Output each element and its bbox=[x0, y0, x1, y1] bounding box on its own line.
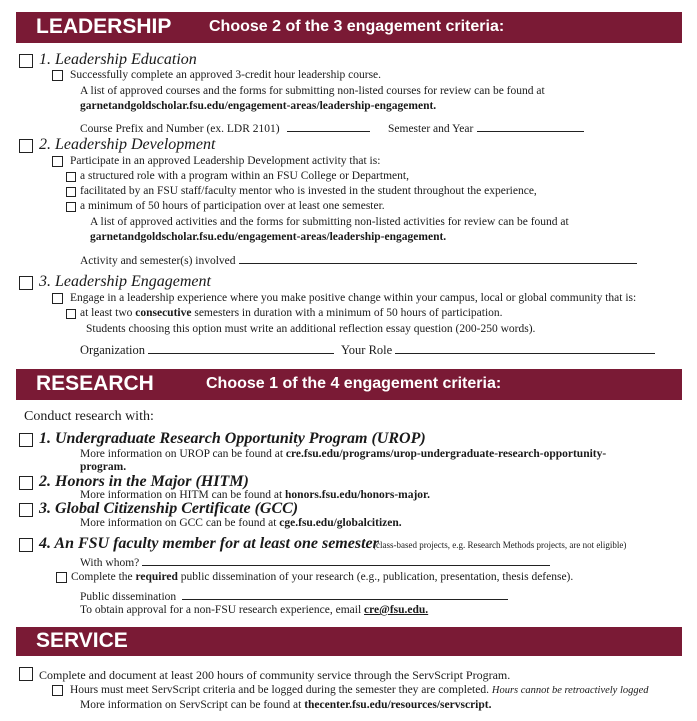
servscript-link[interactable]: thecenter.fsu.edu/resources/servscript. bbox=[304, 699, 492, 711]
dissemination-pre: Complete the bbox=[71, 571, 133, 583]
with-whom-field[interactable] bbox=[80, 555, 550, 569]
service-title: SERVICE bbox=[36, 629, 128, 652]
servscript-hours-text: Hours must meet ServScript criteria and be logged during the semester they are completed. bbox=[70, 684, 489, 696]
hitm-heading: 2. Honors in the Major (HITM) bbox=[39, 473, 249, 490]
service-item: Complete and document at least 200 hours of community service through the ServScript Program. bbox=[39, 668, 511, 682]
course-prefix-label: Course Prefix and Number (ex. LDR 2101) bbox=[80, 123, 280, 135]
service-checkbox[interactable] bbox=[19, 667, 33, 681]
consecutive-semesters-checkbox[interactable] bbox=[66, 309, 76, 319]
public-dissemination-line[interactable] bbox=[182, 589, 508, 600]
your-role-label: Your Role bbox=[341, 343, 393, 357]
activity-semester-line[interactable] bbox=[239, 253, 637, 264]
structured-role-checkbox[interactable] bbox=[66, 172, 76, 182]
leadership-development-heading: 2. Leadership Development bbox=[39, 136, 216, 153]
dissemination-item bbox=[71, 571, 573, 583]
semester-year-label: Semester and Year bbox=[388, 123, 474, 135]
servscript-info bbox=[80, 699, 491, 711]
with-whom-line[interactable] bbox=[142, 555, 550, 566]
dissemination-post: public dissemination of your research (e.g., publication, presentation, thesis defense). bbox=[180, 571, 574, 583]
semester-year-field[interactable] bbox=[388, 121, 584, 135]
course-prefix-field[interactable] bbox=[80, 121, 370, 135]
urop-checkbox[interactable] bbox=[19, 433, 33, 447]
organization-field[interactable] bbox=[80, 343, 334, 358]
course-prefix-line[interactable] bbox=[287, 121, 370, 132]
gcc-note: More information on GCC can be found at bbox=[80, 517, 277, 529]
public-dissemination-field[interactable] bbox=[80, 589, 508, 603]
faculty-heading: 4. An FSU faculty member for at least one semester bbox=[39, 535, 379, 552]
gcc-checkbox[interactable] bbox=[19, 503, 33, 517]
consecutive-semesters-item bbox=[80, 307, 503, 319]
dissemination-bold: required bbox=[135, 571, 178, 583]
approval-text: To obtain approval for a non-FSU research experience, email bbox=[80, 604, 362, 616]
urop-heading: 1. Undergraduate Research Opportunity Program (UROP) bbox=[39, 430, 426, 447]
consecutive-pre: at least two bbox=[80, 307, 133, 319]
your-role-field[interactable] bbox=[341, 343, 655, 358]
servscript-note: More information on ServScript can be found at bbox=[80, 699, 302, 711]
mentor-checkbox[interactable] bbox=[66, 187, 76, 197]
leadership-course-item: Successfully complete an approved 3-credit hour leadership course. bbox=[70, 69, 382, 81]
servscript-hours-checkbox[interactable] bbox=[52, 685, 63, 696]
research-intro: Conduct research with: bbox=[24, 409, 154, 424]
hitm-checkbox[interactable] bbox=[19, 476, 33, 490]
reflection-essay-note: Students choosing this option must write an additional reflection essay question (200-250 words). bbox=[86, 323, 536, 335]
faculty-checkbox[interactable] bbox=[19, 538, 33, 552]
urop-note: More information on UROP can be found at bbox=[80, 448, 284, 460]
approval-note bbox=[80, 604, 428, 616]
consecutive-post: semesters in duration with a minimum of 50 hours of participation. bbox=[194, 307, 503, 319]
hitm-link[interactable]: honors.fsu.edu/honors-major. bbox=[285, 489, 430, 501]
your-role-line[interactable] bbox=[395, 343, 655, 354]
faculty-paren: (class-based projects, e.g. Research Methods projects, are not eligible) bbox=[373, 540, 627, 550]
development-activity-item: Participate in an approved Leadership Development activity that is: bbox=[70, 155, 381, 167]
development-note: A list of approved activities and the forms for submitting non-listed activities for review can be found at bbox=[90, 216, 569, 228]
public-dissemination-label: Public dissemination bbox=[80, 591, 177, 603]
urop-link-cont[interactable]: program. bbox=[80, 461, 127, 473]
dissemination-checkbox[interactable] bbox=[56, 572, 67, 583]
leadership-criteria: Choose 2 of the 3 engagement criteria: bbox=[209, 18, 505, 35]
mentor-item: facilitated by an FSU staff/faculty mentor who is invested in the student throughout the experience, bbox=[80, 185, 537, 197]
hours-minimum-checkbox[interactable] bbox=[66, 202, 76, 212]
gcc-heading: 3. Global Citizenship Certificate (GCC) bbox=[39, 500, 299, 517]
gcc-info bbox=[80, 517, 402, 529]
gcc-link[interactable]: cge.fsu.edu/globalcitizen. bbox=[279, 517, 402, 529]
leadership-development-checkbox[interactable] bbox=[19, 139, 33, 153]
urop-info bbox=[80, 448, 606, 460]
with-whom-label: With whom? bbox=[80, 557, 140, 569]
engagement-experience-checkbox[interactable] bbox=[52, 293, 63, 304]
organization-label: Organization bbox=[80, 343, 146, 357]
activity-semester-label: Activity and semester(s) involved bbox=[80, 255, 236, 267]
engagement-experience-item: Engage in a leadership experience where you make positive change within your campus, local or global community that is: bbox=[70, 292, 637, 304]
structured-role-item: a structured role with a program within an FSU College or Department, bbox=[80, 170, 409, 182]
activity-semester-field[interactable] bbox=[80, 253, 637, 267]
leadership-course-link[interactable]: garnetandgoldscholar.fsu.edu/engagement-areas/leadership-engagement. bbox=[80, 100, 437, 112]
leadership-title: LEADERSHIP bbox=[36, 15, 172, 38]
cre-email-link[interactable]: cre@fsu.edu. bbox=[364, 604, 429, 616]
leadership-header-bar bbox=[16, 12, 682, 43]
semester-year-line[interactable] bbox=[477, 121, 584, 132]
leadership-engagement-heading: 3. Leadership Engagement bbox=[39, 273, 211, 290]
research-header-bar bbox=[16, 369, 682, 400]
leadership-engagement-checkbox[interactable] bbox=[19, 276, 33, 290]
leadership-education-heading: 1. Leadership Education bbox=[39, 51, 197, 68]
leadership-course-checkbox[interactable] bbox=[52, 70, 63, 81]
servscript-hours-item bbox=[70, 684, 649, 696]
research-criteria: Choose 1 of the 4 engagement criteria: bbox=[206, 375, 502, 392]
development-link[interactable]: garnetandgoldscholar.fsu.edu/engagement-areas/leadership-engagement. bbox=[90, 231, 447, 243]
development-activity-checkbox[interactable] bbox=[52, 156, 63, 167]
hours-minimum-item: a minimum of 50 hours of participation over at least one semester. bbox=[80, 200, 385, 212]
leadership-course-note: A list of approved courses and the forms for submitting non-listed courses for review can be found at bbox=[80, 85, 545, 97]
research-title: RESEARCH bbox=[36, 372, 154, 395]
leadership-education-checkbox[interactable] bbox=[19, 54, 33, 68]
urop-link[interactable]: cre.fsu.edu/programs/urop-undergraduate-research-opportunity- bbox=[285, 448, 607, 460]
organization-line[interactable] bbox=[148, 343, 334, 354]
service-header-bar bbox=[16, 627, 682, 656]
servscript-hours-italic: Hours cannot be retroactively logged bbox=[491, 685, 649, 696]
hitm-note: More information on HITM can be found at bbox=[80, 489, 283, 501]
consecutive-bold: consecutive bbox=[135, 307, 192, 319]
